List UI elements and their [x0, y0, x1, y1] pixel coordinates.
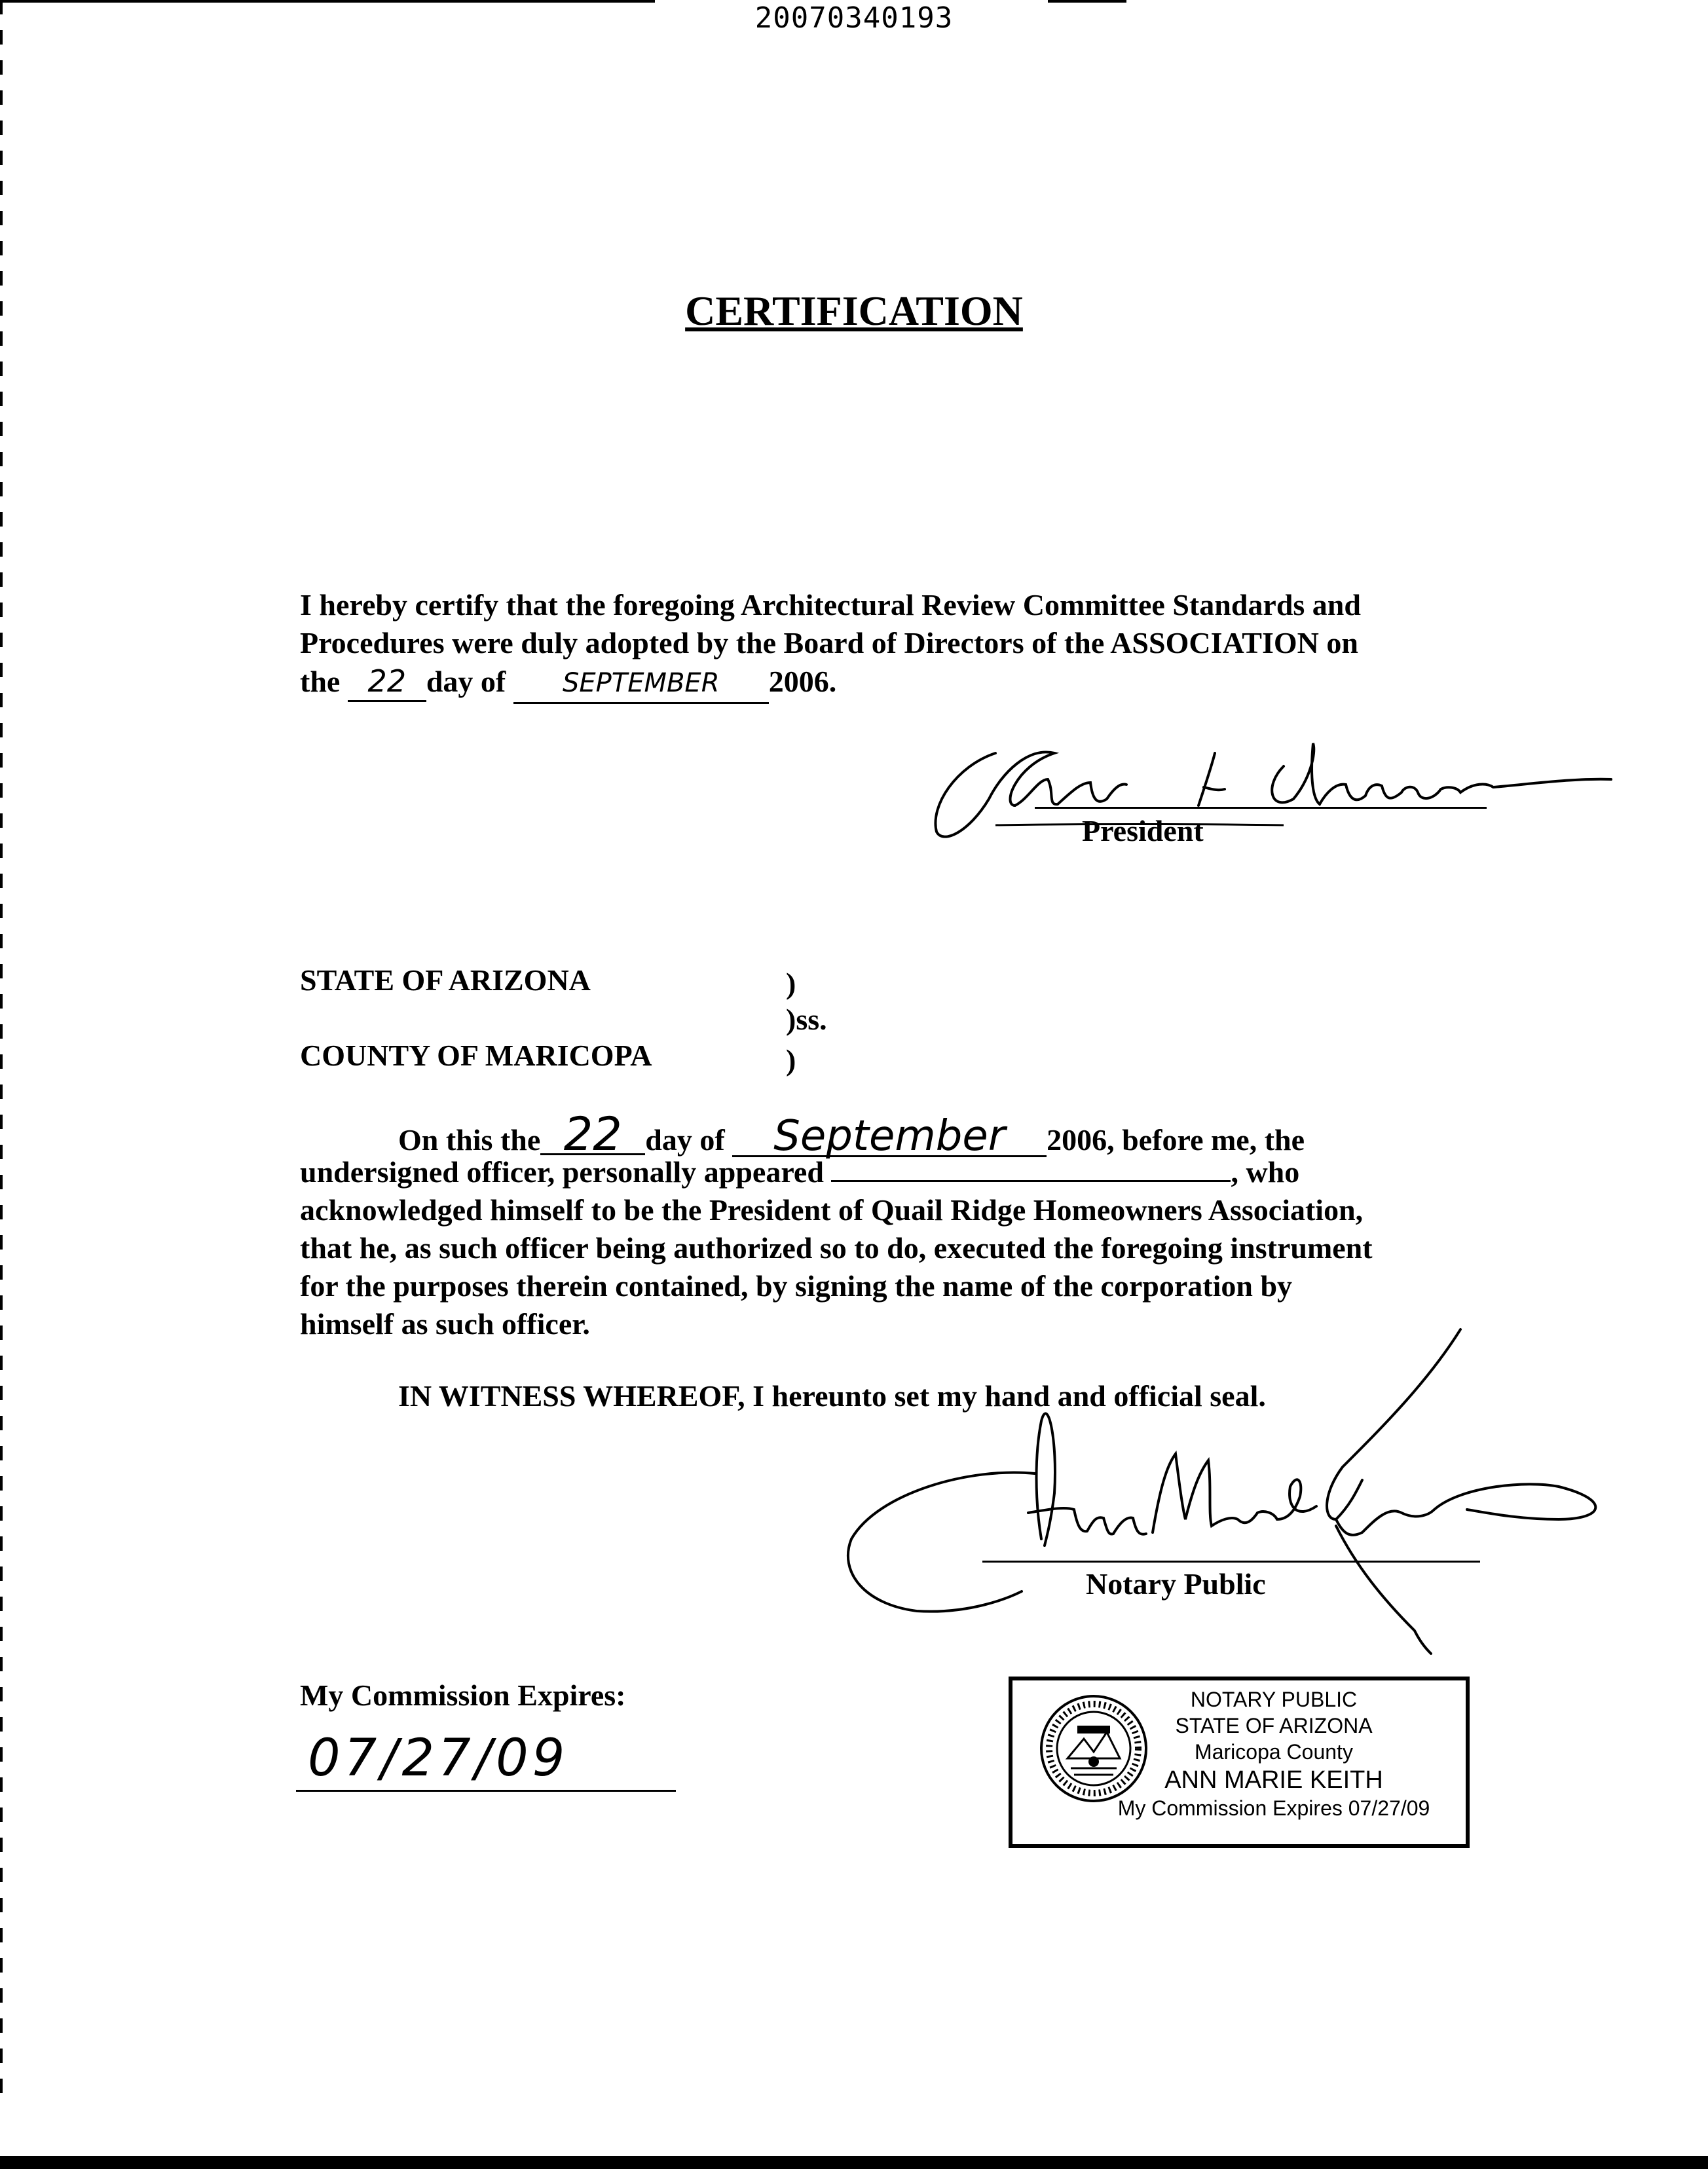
acknowledgment-line-6: himself as such officer. [300, 1307, 590, 1341]
certification-month-field: SEPTEMBER [513, 664, 769, 704]
acknowledgment-line-3: acknowledged himself to be the President of Quail Ridge Homeowners Association, [300, 1193, 1364, 1227]
page-title: CERTIFICATION [685, 287, 1023, 334]
notary-stamp-text [1081, 1686, 1467, 1821]
acknowledgment-line-4: that he, as such officer being authorized so to do, executed the foregoing instrument [300, 1231, 1373, 1265]
certification-dayof-text: day of [426, 665, 506, 698]
certification-line-1: I hereby certify that the foregoing Architectural Review Committee Standards and [300, 588, 1361, 621]
ack-day-field: 22 [540, 1115, 645, 1155]
witness-statement: IN WITNESS WHEREOF, I hereunto set my hand and official seal. [398, 1379, 1266, 1413]
venue-ss: )ss. [786, 1003, 827, 1036]
president-signature-line [1035, 807, 1487, 809]
certification-day-field: 22 [348, 662, 426, 702]
acknowledgment-line-2 [300, 1153, 1299, 1191]
ack-dayof-text: day of [645, 1123, 725, 1157]
notary-signature-line [982, 1561, 1480, 1563]
stamp-line-4: ANN MARIE KEITH [1164, 1766, 1383, 1794]
ack-on-this-text: On this the [398, 1123, 541, 1157]
bottom-scan-bar [0, 2156, 1708, 2169]
certification-year-text: 2006. [768, 665, 837, 698]
ack-appeared-field [831, 1154, 1231, 1182]
commission-date-value: 07/27/09 [308, 1729, 569, 1788]
certification-line-3 [300, 662, 836, 704]
stamp-line-2: STATE OF ARIZONA [1175, 1714, 1373, 1737]
stamp-line-3: Maricopa County [1195, 1740, 1353, 1764]
acknowledgment-line-5: for the purposes therein contained, by signing the name of the corporation by [300, 1269, 1293, 1303]
venue-paren-1: ) [786, 967, 796, 1000]
document-number: 20070340193 [754, 1, 954, 35]
venue-state: STATE OF ARIZONA [300, 963, 591, 997]
notary-signature-icon [838, 1323, 1624, 1663]
ack-year-text: 2006, before me, the [1047, 1123, 1305, 1157]
acknowledgment-line-1 [398, 1107, 1305, 1161]
venue-paren-2: ) [786, 1043, 796, 1077]
stamp-line-1: NOTARY PUBLIC [1190, 1688, 1358, 1711]
ack-appeared-text: undersigned officer, personally appeared [300, 1155, 824, 1189]
president-signature-icon [917, 727, 1611, 851]
commission-date-line [296, 1790, 676, 1792]
ack-who-text: , who [1231, 1155, 1300, 1189]
stamp-line-5: My Commission Expires 07/27/09 [1117, 1796, 1430, 1820]
venue-county: COUNTY OF MARICOPA [300, 1039, 652, 1072]
certification-line-2: Procedures were duly adopted by the Board of Directors of the ASSOCIATION on [300, 626, 1358, 659]
commission-label: My Commission Expires: [300, 1678, 626, 1712]
president-title: President [1082, 814, 1204, 847]
notary-title: Notary Public [1086, 1567, 1266, 1601]
certification-the-text: the [300, 665, 341, 698]
ack-month-field: September [732, 1117, 1047, 1157]
